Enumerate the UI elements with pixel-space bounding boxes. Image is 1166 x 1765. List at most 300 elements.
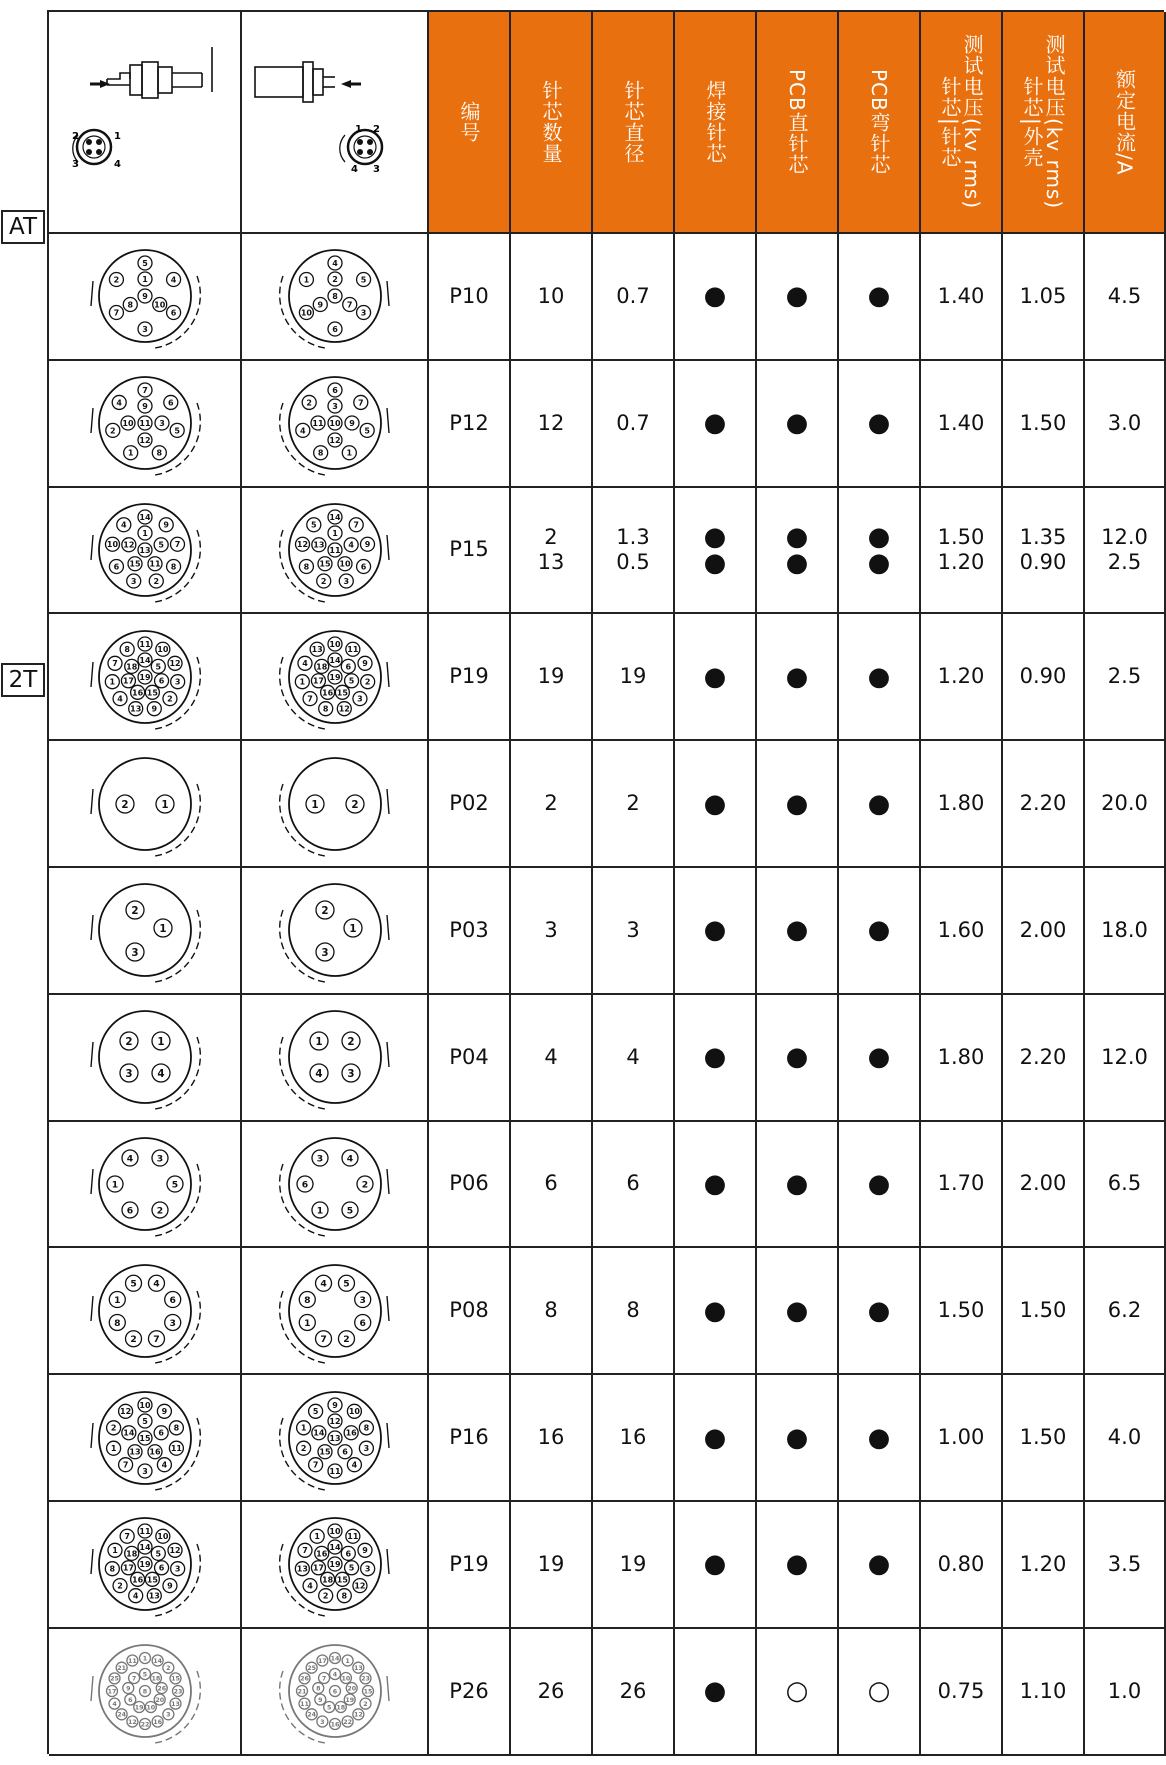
pin-12 <box>328 433 342 447</box>
svg-text:5: 5 <box>141 1416 148 1426</box>
pin-diameter-cell <box>593 1375 675 1502</box>
pin-13 <box>352 1662 363 1673</box>
pin-10 <box>138 1398 152 1412</box>
pin-count-cell <box>511 995 593 1122</box>
svg-text:9: 9 <box>141 292 148 302</box>
connector-spec-table <box>47 10 1164 1754</box>
pcb-straight-pin-cell <box>757 361 839 488</box>
svg-text:3: 3 <box>174 1564 180 1574</box>
pin-6 <box>297 1176 313 1192</box>
pin-count-cell <box>511 234 593 361</box>
connector-body <box>99 1011 191 1103</box>
pin-4 <box>297 656 311 670</box>
pin-13 <box>147 1589 161 1603</box>
svg-text:10: 10 <box>145 1704 155 1712</box>
pin-9 <box>314 1694 325 1705</box>
pin-14 <box>138 653 152 667</box>
pin-count-value: 12 <box>537 410 565 435</box>
socket-pin-diagram <box>242 1248 429 1375</box>
rated-current-cell <box>1085 361 1166 488</box>
svg-text:12: 12 <box>127 1718 137 1726</box>
test-voltage-pin-shell-cell <box>1003 488 1085 615</box>
pin-6 <box>329 1686 340 1697</box>
pin-5 <box>360 424 374 438</box>
pin-6 <box>328 322 342 336</box>
test-voltage-pin-pin-cell <box>921 361 1003 488</box>
pin-1 <box>344 919 362 937</box>
socket-pin-diagram <box>242 614 429 741</box>
svg-text:4: 4 <box>156 1067 165 1080</box>
pin-count-cell <box>511 361 593 488</box>
svg-text:12: 12 <box>328 1416 341 1426</box>
svg-text:5: 5 <box>173 426 180 436</box>
pin-5 <box>306 518 320 532</box>
svg-text:7: 7 <box>113 308 119 318</box>
pin-2 <box>149 574 163 588</box>
rated-current-value: 12.0 <box>1101 1044 1148 1069</box>
pin-1 <box>109 1291 125 1307</box>
pin-1 <box>107 1176 123 1192</box>
connector-body <box>289 1265 381 1357</box>
pin-4 <box>148 1275 164 1291</box>
svg-text:4: 4 <box>116 694 123 704</box>
pin-15 <box>145 685 159 699</box>
svg-text:24: 24 <box>306 1711 316 1719</box>
pin-10 <box>340 1673 351 1684</box>
svg-text:6: 6 <box>126 1205 133 1217</box>
key-mark <box>91 281 93 306</box>
svg-text:4: 4 <box>350 164 358 175</box>
test-voltage-pin-shell-value: 1.35 <box>1019 524 1067 549</box>
pin-15 <box>362 1686 373 1697</box>
test-voltage-pin-pin-value: 1.20 <box>937 664 985 689</box>
pin-7 <box>308 1457 322 1471</box>
svg-text:9: 9 <box>361 659 368 669</box>
pin-9 <box>345 416 359 430</box>
svg-text:3: 3 <box>360 308 366 318</box>
socket-pin-diagram <box>242 995 429 1122</box>
test-voltage-pin-pin-value: 1.40 <box>937 410 985 435</box>
svg-text:16: 16 <box>131 1575 143 1585</box>
pin-count-value: 19 <box>537 664 565 689</box>
pin-count-cell <box>511 1122 593 1249</box>
pin-2 <box>116 795 134 813</box>
test-voltage-pin-pin-cell <box>921 1375 1003 1502</box>
svg-text:14: 14 <box>138 1543 151 1553</box>
svg-text:13: 13 <box>170 1701 180 1709</box>
pin-12 <box>138 433 152 447</box>
pcb-bent-pin-cell <box>839 1502 921 1629</box>
socket-side-view-drawing <box>245 17 425 227</box>
svg-text:4: 4 <box>115 398 122 408</box>
plug-side-diagram-header <box>49 12 242 234</box>
test-voltage-pin-pin-value: 1.80 <box>937 1044 985 1069</box>
pcb-straight-pin-value: ● <box>785 1295 809 1326</box>
solder-pin-cell <box>675 1122 757 1249</box>
pin-count-value: 13 <box>537 549 565 574</box>
pcb-straight-pin-value: ● <box>785 1422 809 1453</box>
svg-text:1: 1 <box>316 1205 323 1217</box>
category-label-2t: 2T <box>1 663 45 697</box>
code-value: P02 <box>449 791 489 816</box>
pin-4 <box>122 1150 138 1166</box>
svg-text:15: 15 <box>170 1675 180 1683</box>
pin-14 <box>328 653 342 667</box>
pin-21 <box>116 1662 127 1673</box>
rated-current-cell <box>1085 741 1166 868</box>
svg-text:19: 19 <box>328 672 341 682</box>
rated-current-value: 18.0 <box>1101 917 1148 942</box>
svg-text:10: 10 <box>138 1400 151 1410</box>
svg-text:8: 8 <box>363 1423 369 1433</box>
pin-17 <box>311 674 325 688</box>
svg-text:18: 18 <box>315 662 327 672</box>
pin-3 <box>170 1562 184 1576</box>
pin-diameter-cell <box>593 234 675 361</box>
svg-text:15: 15 <box>336 1575 348 1585</box>
svg-text:11: 11 <box>127 1657 137 1665</box>
svg-text:14: 14 <box>328 655 341 665</box>
svg-text:22: 22 <box>140 1721 149 1729</box>
test-voltage-pin-shell-cell <box>1003 1375 1085 1502</box>
svg-text:5: 5 <box>342 1278 350 1290</box>
test-voltage-pin-shell-cell <box>1003 1629 1085 1756</box>
pin-5 <box>356 273 370 287</box>
pin-4 <box>329 1669 340 1680</box>
test-voltage-pin-shell-value: 2.20 <box>1019 791 1067 816</box>
pin-11 <box>138 637 152 651</box>
test-voltage-pin-pin-cell <box>921 1629 1003 1756</box>
solder-pin-value: ● <box>703 1295 727 1326</box>
plug-face-p26 <box>85 1631 205 1751</box>
solder-pin-cell <box>675 614 757 741</box>
svg-text:14: 14 <box>122 1428 134 1438</box>
svg-text:2: 2 <box>113 275 119 285</box>
svg-text:8: 8 <box>126 300 133 310</box>
pin-6 <box>122 1202 138 1218</box>
svg-text:26: 26 <box>299 1675 309 1683</box>
svg-text:7: 7 <box>321 1675 326 1683</box>
svg-text:9: 9 <box>151 704 157 714</box>
pin-diameter-value: 16 <box>619 1425 647 1450</box>
pin-5 <box>338 1275 354 1291</box>
pin-2 <box>105 424 119 438</box>
pcb-bent-pin-cell <box>839 741 921 868</box>
code-value: P15 <box>449 537 489 562</box>
pin-10 <box>155 1530 169 1544</box>
test-voltage-pin-pin-value: 1.70 <box>937 1171 985 1196</box>
pin-10 <box>155 642 169 656</box>
header-test-voltage-pin-pin: 测试电压(kv rms) 针芯|针芯 <box>921 12 1003 234</box>
plug-pin-diagram <box>49 1502 242 1629</box>
svg-text:5: 5 <box>310 520 317 530</box>
pin-2 <box>302 396 316 410</box>
pin-diameter-cell <box>593 361 675 488</box>
svg-text:2: 2 <box>130 905 139 918</box>
solder-pin-value: ● <box>703 521 727 552</box>
pcb-straight-pin-value: ● <box>785 788 809 819</box>
svg-text:5: 5 <box>363 426 370 436</box>
plug-pin-diagram <box>49 741 242 868</box>
svg-text:11: 11 <box>170 1443 182 1453</box>
svg-text:4: 4 <box>170 275 176 285</box>
svg-text:17: 17 <box>312 1564 324 1574</box>
pin-6 <box>341 1547 355 1561</box>
pin-12 <box>295 537 309 551</box>
pin-count-cell <box>511 614 593 741</box>
plug-face-p15 <box>85 490 205 610</box>
pin-7 <box>170 537 184 551</box>
svg-text:11: 11 <box>328 1466 341 1476</box>
pin-14 <box>328 1540 342 1554</box>
pin-10 <box>328 416 342 430</box>
svg-text:10: 10 <box>153 300 165 310</box>
pin-4 <box>112 396 126 410</box>
pin-8 <box>299 559 313 573</box>
svg-text:23: 23 <box>360 1675 370 1683</box>
svg-text:11: 11 <box>138 639 151 649</box>
svg-text:1: 1 <box>314 1035 323 1048</box>
svg-text:2: 2 <box>156 1205 163 1217</box>
svg-text:4: 4 <box>126 1153 133 1165</box>
pin-9 <box>122 1683 133 1694</box>
svg-text:10: 10 <box>341 1675 350 1683</box>
svg-text:17: 17 <box>122 1564 134 1574</box>
pin-diameter-cell <box>593 741 675 868</box>
pin-2 <box>106 1420 120 1434</box>
key-mark <box>387 1042 389 1067</box>
pin-12 <box>168 656 182 670</box>
pin-23 <box>359 1673 370 1684</box>
key-mark <box>387 1423 389 1448</box>
pin-15 <box>335 1573 349 1587</box>
svg-text:10: 10 <box>328 419 341 429</box>
pin-10 <box>105 537 119 551</box>
svg-text:6: 6 <box>345 1549 351 1559</box>
svg-text:1: 1 <box>331 528 338 538</box>
pin-13 <box>128 1444 142 1458</box>
key-mark <box>387 1676 389 1701</box>
svg-text:12: 12 <box>328 436 341 446</box>
pin-16 <box>329 1719 340 1730</box>
svg-text:4: 4 <box>161 1460 167 1470</box>
svg-text:2: 2 <box>305 398 312 408</box>
pin-3 <box>312 1150 328 1166</box>
rated-current-cell <box>1085 1248 1166 1375</box>
svg-text:3: 3 <box>169 1317 176 1329</box>
pcb-bent-pin-value: ○ <box>867 1676 891 1707</box>
pin-10 <box>328 1524 342 1538</box>
pin-6 <box>154 1561 168 1575</box>
code-value: P12 <box>449 410 489 435</box>
pin-6 <box>328 383 342 397</box>
pin-3 <box>162 1709 173 1720</box>
svg-text:2: 2 <box>72 131 79 142</box>
pin-1 <box>138 526 152 540</box>
svg-text:15: 15 <box>146 688 158 698</box>
pin-15 <box>318 1444 332 1458</box>
pin-16 <box>344 1425 358 1439</box>
pin-18 <box>320 1573 334 1587</box>
svg-text:9: 9 <box>364 540 370 550</box>
pin-14 <box>138 510 152 524</box>
svg-text:12: 12 <box>119 1406 131 1416</box>
rated-current-cell <box>1085 1502 1166 1629</box>
svg-text:1: 1 <box>111 1179 118 1191</box>
svg-text:3: 3 <box>331 402 338 412</box>
pcb-straight-pin-value: ● <box>785 661 809 692</box>
test-voltage-pin-pin-cell <box>921 868 1003 995</box>
pin-8 <box>337 1589 351 1603</box>
svg-text:9: 9 <box>317 1696 322 1704</box>
rated-current-value: 2.5 <box>1107 664 1142 689</box>
pin-11 <box>138 416 152 430</box>
pin-7 <box>315 1330 331 1346</box>
code-value: P10 <box>449 283 489 308</box>
pin-9 <box>157 1404 171 1418</box>
pin-count-value: 16 <box>537 1425 565 1450</box>
pcb-bent-pin-value: ● <box>867 788 891 819</box>
key-mark <box>387 1169 389 1194</box>
test-voltage-pin-pin-value: 1.50 <box>937 1298 985 1323</box>
pcb-straight-pin-cell <box>757 995 839 1122</box>
pin-diameter-value: 6 <box>626 1171 640 1196</box>
svg-text:20: 20 <box>154 1696 164 1704</box>
pin-9 <box>138 289 152 303</box>
pin-1 <box>156 795 174 813</box>
header-solder-pin: 焊接针芯 <box>675 12 757 234</box>
test-voltage-pin-pin-cell <box>921 1122 1003 1249</box>
svg-text:14: 14 <box>328 1543 341 1553</box>
pin-8 <box>359 1420 373 1434</box>
pin-diameter-value: 0.7 <box>616 283 650 308</box>
pin-count-value: 6 <box>544 1171 558 1196</box>
test-voltage-pin-pin-value: 0.80 <box>937 1551 985 1576</box>
svg-text:11: 11 <box>346 1532 358 1542</box>
pin-11 <box>328 543 342 557</box>
pin-7 <box>107 656 121 670</box>
svg-text:26: 26 <box>156 1685 166 1693</box>
svg-text:13: 13 <box>311 644 323 654</box>
coupling-arc <box>279 1164 324 1236</box>
svg-text:7: 7 <box>122 1460 128 1470</box>
svg-text:4: 4 <box>152 1278 160 1290</box>
svg-text:5: 5 <box>129 1278 137 1290</box>
svg-text:14: 14 <box>138 655 151 665</box>
svg-text:8: 8 <box>303 562 309 572</box>
svg-text:2: 2 <box>120 798 129 811</box>
pin-14 <box>328 510 342 524</box>
pin-13 <box>128 701 142 715</box>
plug-face-p19 <box>85 1504 205 1624</box>
pin-18 <box>124 659 138 673</box>
pin-7 <box>349 518 363 532</box>
pin-6 <box>341 659 355 673</box>
solder-pin-value: ● <box>703 1549 727 1580</box>
pcb-bent-pin-value: ● <box>867 281 891 312</box>
pin-5 <box>154 538 168 552</box>
svg-text:11: 11 <box>148 559 161 569</box>
svg-text:1: 1 <box>310 798 319 811</box>
svg-text:9: 9 <box>316 300 323 310</box>
pin-diameter-value: 3 <box>626 917 640 942</box>
key-mark <box>91 408 93 433</box>
test-voltage-pin-pin-value: 1.20 <box>937 549 985 574</box>
svg-text:8: 8 <box>331 292 338 302</box>
svg-text:11: 11 <box>328 545 341 555</box>
pin-4 <box>344 538 358 552</box>
pin-12 <box>328 1414 342 1428</box>
pin-2 <box>360 674 374 688</box>
plug-pin-diagram <box>49 1629 242 1756</box>
pin-24 <box>306 1709 317 1720</box>
pin-17 <box>121 1561 135 1575</box>
pin-7 <box>118 1457 132 1471</box>
key-mark <box>387 915 389 940</box>
pin-22 <box>139 1719 150 1730</box>
connector-body <box>289 884 381 976</box>
test-voltage-pin-pin-value: 0.75 <box>937 1678 985 1703</box>
pin-4 <box>295 424 309 438</box>
test-voltage-pin-pin-value: 1.40 <box>937 283 985 308</box>
svg-text:3: 3 <box>319 1718 325 1726</box>
pin-18 <box>150 1673 161 1684</box>
pin-5 <box>167 1176 183 1192</box>
test-voltage-pin-pin-value: 1.80 <box>937 791 985 816</box>
svg-text:1: 1 <box>346 448 352 458</box>
pin-diameter-cell <box>593 614 675 741</box>
pin-diameter-cell <box>593 995 675 1122</box>
svg-text:18: 18 <box>335 1704 345 1712</box>
socket-face-p04 <box>275 997 395 1117</box>
pin-6 <box>356 559 370 573</box>
pin-diameter-cell <box>593 1122 675 1249</box>
key-mark <box>91 535 93 560</box>
pin-11 <box>328 1464 342 1478</box>
coupling-arc <box>279 403 324 475</box>
pin-9 <box>162 1579 176 1593</box>
svg-text:16: 16 <box>345 1428 357 1438</box>
svg-text:4: 4 <box>332 1671 337 1679</box>
pin-6 <box>124 1694 135 1705</box>
pcb-bent-pin-cell <box>839 234 921 361</box>
svg-text:12: 12 <box>353 1711 363 1719</box>
pin-15 <box>128 557 142 571</box>
svg-text:22: 22 <box>342 1718 352 1726</box>
svg-text:1: 1 <box>354 124 362 135</box>
code-cell <box>429 234 511 361</box>
rated-current-value: 12.0 <box>1101 524 1148 549</box>
svg-text:6: 6 <box>113 562 119 572</box>
solder-pin-value: ● <box>703 1422 727 1453</box>
category-label-at: AT <box>1 210 45 244</box>
svg-text:5: 5 <box>155 1549 161 1559</box>
key-mark <box>387 408 389 433</box>
svg-text:19: 19 <box>138 672 151 682</box>
code-value: P26 <box>449 1678 489 1703</box>
pin-3 <box>138 322 152 336</box>
svg-text:15: 15 <box>138 1433 151 1443</box>
svg-text:6: 6 <box>301 1179 308 1191</box>
svg-text:12: 12 <box>338 704 350 714</box>
code-cell <box>429 1248 511 1375</box>
svg-text:6: 6 <box>127 1696 132 1704</box>
svg-text:1: 1 <box>110 1443 116 1453</box>
test-voltage-pin-shell-value: 1.50 <box>1019 1298 1067 1323</box>
solder-pin-value: ● <box>703 281 727 312</box>
svg-text:6: 6 <box>170 308 176 318</box>
pcb-straight-pin-cell <box>757 868 839 995</box>
